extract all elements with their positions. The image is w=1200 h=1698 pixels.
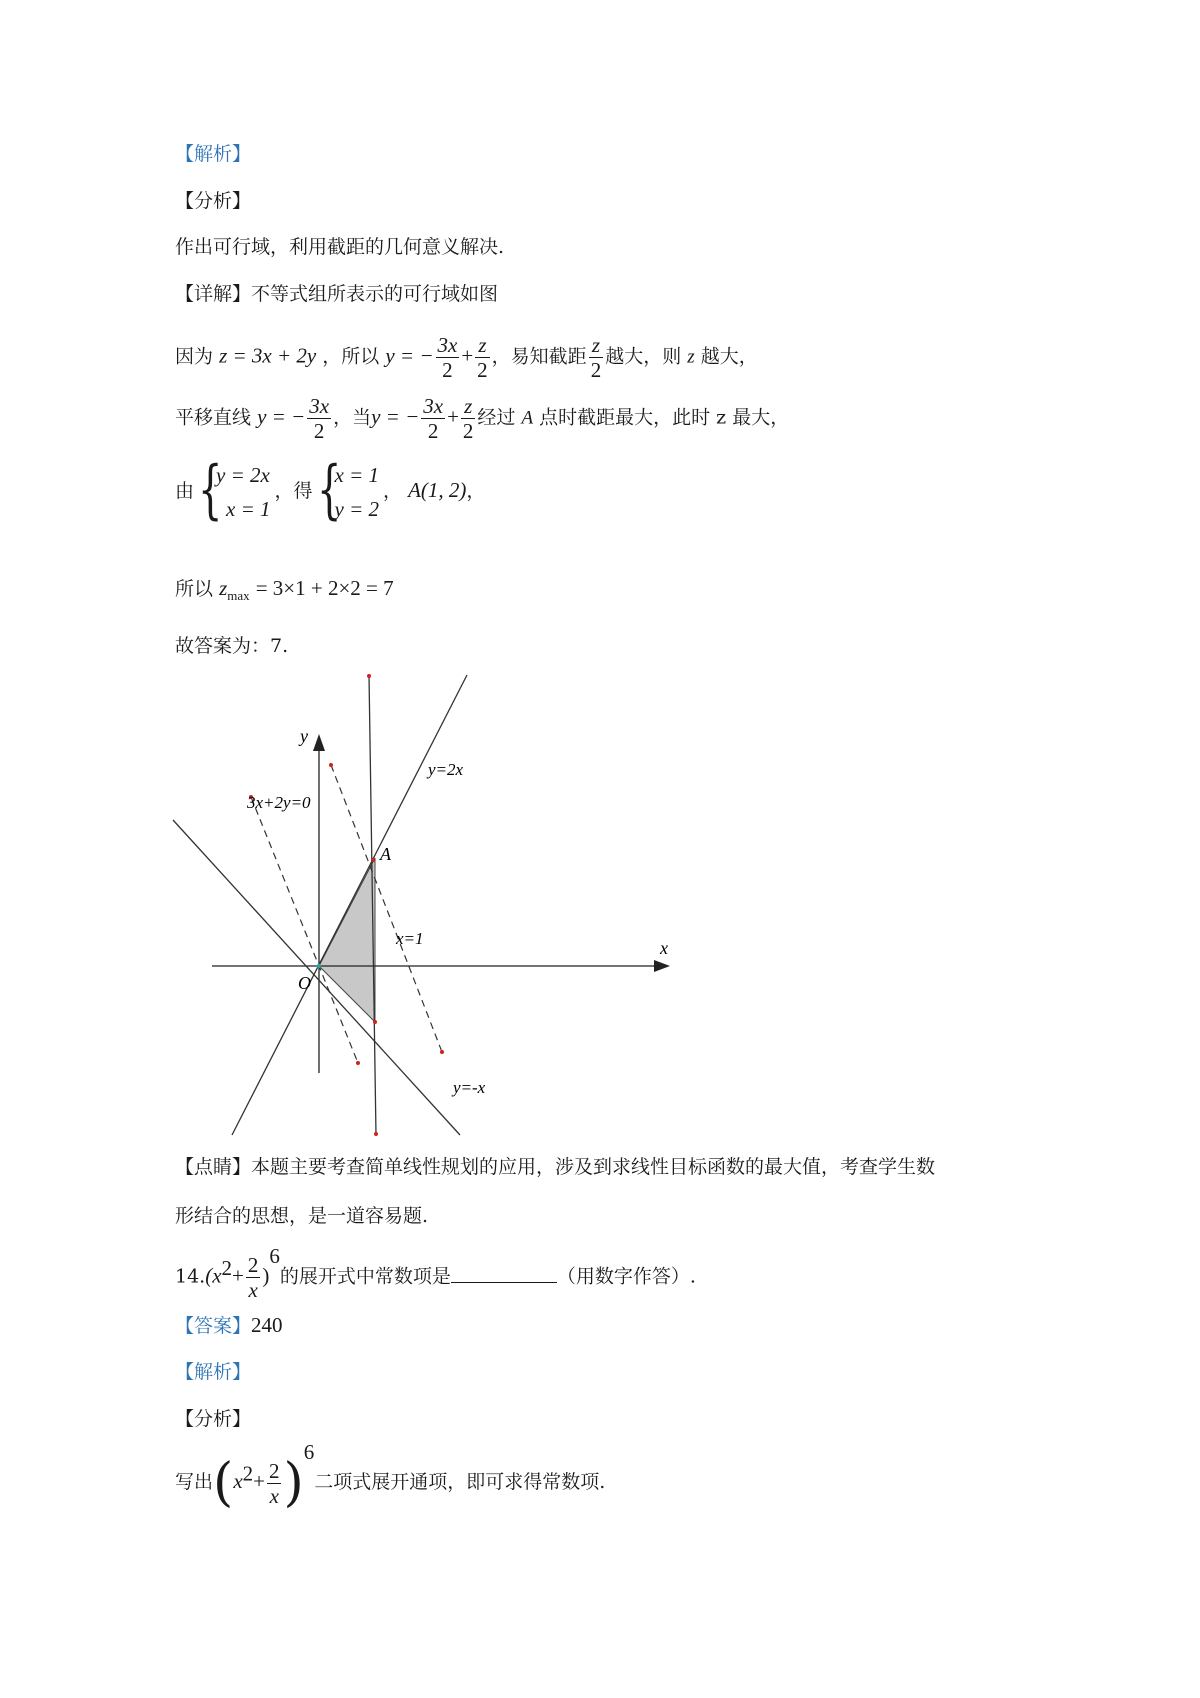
math: y = − — [371, 404, 420, 429]
text: ，所以 — [322, 345, 380, 368]
fraction — [267, 1459, 282, 1508]
line-y2x — [232, 675, 467, 1135]
label-y2x: y=2x — [428, 760, 464, 779]
daan-value: 240 — [251, 1313, 283, 1337]
point-A: A(1, 2) — [408, 478, 467, 502]
endpoint-dot — [367, 674, 371, 678]
superscript: 2 — [221, 1256, 233, 1281]
daan-tag: 【答案】 — [175, 1315, 252, 1337]
text: 由 — [175, 480, 195, 502]
label-y-axis: y — [300, 726, 308, 746]
text: 越大，则 — [605, 345, 682, 368]
endpoint-dot — [329, 763, 333, 767]
math: A — [521, 407, 534, 429]
superscript: 2 — [242, 1461, 254, 1486]
denominator: 2 — [477, 358, 488, 382]
superscript: 6 — [303, 1439, 315, 1464]
endpoint-dot — [374, 1132, 378, 1136]
math: + — [232, 1263, 244, 1288]
label-yneg: y=-x — [453, 1078, 486, 1097]
equation: y = 2 — [334, 497, 380, 521]
equation: x = 1 — [226, 497, 271, 521]
numerator: z — [461, 394, 476, 419]
x-axis-arrow — [654, 960, 670, 972]
fraction — [246, 1253, 261, 1302]
origin-dot — [317, 964, 321, 968]
numerator: 3x — [309, 394, 330, 418]
math: z — [687, 346, 695, 368]
text: ， — [466, 480, 486, 502]
jiexi-tag: 【解析】 — [175, 143, 252, 165]
superscript: 6 — [269, 1244, 280, 1269]
label-objective: 3x+2y=0 — [247, 793, 311, 812]
denominator: 2 — [313, 419, 325, 443]
label-x-axis: x — [660, 938, 668, 958]
math: y = − — [385, 343, 434, 368]
math: + — [253, 1469, 265, 1493]
numerator: z — [589, 333, 604, 358]
endpoint-dot — [356, 1061, 360, 1065]
denominator: 2 — [462, 419, 474, 443]
numerator: 2 — [268, 1458, 280, 1483]
fenxi-text-14: 写出($x^2+$ $\frac{2}{x}$ )$^6$二项式展开通项，即可求得常数项. — [175, 1439, 606, 1513]
denominator: x — [269, 1483, 279, 1508]
math: z — [219, 576, 228, 600]
text: 的展开式中常数项是 — [279, 1265, 451, 1288]
text: （用数字作答）. — [556, 1265, 696, 1288]
text: 越大， — [700, 345, 758, 368]
answer-blank — [451, 1262, 557, 1283]
fenxi-tag: 【分析】 — [175, 190, 252, 212]
math: y = − — [257, 404, 306, 429]
text: ，易知截距 — [491, 345, 587, 368]
jiexi-tag-14: 【解析】 — [175, 1361, 252, 1383]
question-14 — [175, 1244, 696, 1302]
label-point-A: A — [380, 844, 391, 864]
math: = 3×1 + 2×2 = 7 — [255, 576, 394, 600]
numerator: 3x — [437, 333, 458, 357]
xiangjie-tag: 【详解】 — [175, 283, 252, 305]
text: 写出 — [175, 1471, 214, 1493]
math: + — [461, 343, 474, 368]
xiangjie-text: 不等式组所表示的可行域如图 — [251, 283, 499, 305]
daan-line — [175, 1312, 283, 1339]
objective-equation: z = 3x + 2y — [219, 343, 317, 368]
text: 点时截距最大，此时 z 最大， — [539, 406, 790, 429]
equation-system: { x = 1 y = 2 — [316, 453, 380, 527]
line-yneg — [173, 820, 460, 1135]
text: ，当 — [333, 406, 372, 429]
math: ) — [262, 1263, 270, 1288]
numerator: z — [475, 333, 490, 358]
equation: x = 1 — [334, 463, 380, 487]
dianjing-line-2: 形结合的思想，是一道容易题. — [175, 1205, 429, 1227]
math: (x — [205, 1263, 222, 1288]
fenxi-tag-14: 【分析】 — [175, 1408, 252, 1430]
equation-system: { y = 2x x = 1 — [198, 453, 271, 527]
dianjing-tag: 【点睛】 — [175, 1156, 252, 1178]
math: + — [447, 404, 459, 429]
denominator: 2 — [427, 419, 439, 443]
endpoint-dot — [373, 1020, 377, 1024]
label-origin: O — [298, 973, 311, 993]
question-number: 14. — [175, 1265, 206, 1288]
text: 平移直线 — [175, 406, 252, 429]
subscript: max — [227, 587, 250, 603]
fenxi-text: 作出可行域，利用截距的几何意义解决. — [175, 236, 505, 258]
dianjing-line-1 — [175, 1154, 935, 1180]
endpoint-dot — [371, 858, 375, 862]
feasible-region — [319, 858, 375, 1022]
denominator: 2 — [442, 358, 453, 382]
numerator: 2 — [247, 1253, 259, 1277]
numerator: 3x — [423, 394, 444, 418]
endpoint-dot — [440, 1050, 444, 1054]
denominator: 2 — [590, 358, 602, 382]
text: 经过 — [477, 406, 516, 429]
dianjing-text: 本题主要考查简单线性规划的应用，涉及到求线性目标函数的最大值，考查学生数 — [251, 1156, 936, 1178]
label-x1: x=1 — [396, 929, 424, 948]
text: ， — [383, 480, 403, 502]
text: 因为 — [175, 345, 214, 368]
text: 二项式展开通项，即可求得常数项. — [314, 1471, 606, 1493]
denominator: x — [248, 1278, 258, 1302]
y-axis-arrow — [313, 734, 325, 751]
answer-line: 故答案为：7. — [175, 635, 289, 657]
text: ，得 — [274, 480, 313, 502]
text: 所以 — [175, 578, 214, 600]
equation: y = 2x — [216, 463, 270, 487]
math: x — [233, 1469, 243, 1493]
